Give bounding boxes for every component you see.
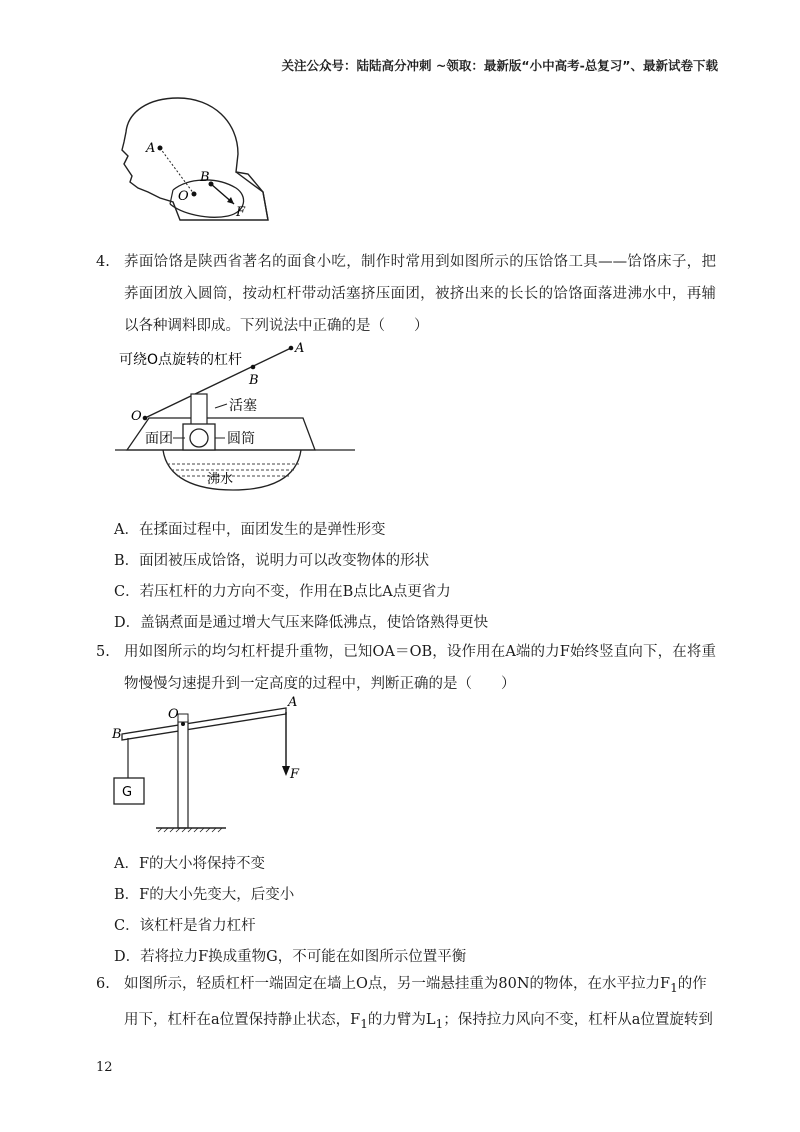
label-water: 沸水 <box>207 472 234 487</box>
label-B: B <box>200 170 210 185</box>
q5-number: 5. <box>96 644 110 660</box>
label-O: O <box>168 707 179 722</box>
label-O: O <box>178 189 189 204</box>
label-A: A <box>295 341 305 356</box>
label-F: F <box>236 205 246 220</box>
q4-option-a: A．在揉面过程中，面团发生的是弹性形变 <box>114 522 386 538</box>
label-B: B <box>112 727 122 742</box>
label-A: A <box>288 696 298 710</box>
figure-lever-weight <box>110 696 310 836</box>
label-B: B <box>249 373 259 388</box>
label-piston: 活塞 <box>229 398 257 414</box>
q6-text: 如图所示，轻质杠杆一端固定在墙上O点，另一端悬挂重为80N的物体，在水平拉力$F_1$的作 用下，杠杆在a位置保持静止状态，$F_1$的力臂为$L_1$；保持拉力风向不变，杠杆从a位置旋转到 <box>124 976 713 1031</box>
label-lever: 可绕O点旋转的杠杆 <box>119 352 243 368</box>
q5-option-c: C．该杠杆是省力杠杆 <box>114 918 256 934</box>
q6-number: 6. <box>96 976 110 992</box>
label-cylinder: 圆筒 <box>227 431 255 447</box>
q5-option-d: D．若将拉力F换成重物G，不可能在如图所示位置平衡 <box>114 949 467 965</box>
figure-noodle-press <box>115 338 355 498</box>
page-number: 12 <box>96 1060 113 1075</box>
q4-number: 4. <box>96 254 110 270</box>
q4-option-c: C．若压杠杆的力方向不变，作用在B点比A点更省力 <box>114 584 451 600</box>
page-header: 关注公众号：陆陆高分冲刺 ~领取：最新版“小中高考-总复习”、最新试卷下载 <box>281 58 718 73</box>
q5-option-a: A．F的大小将保持不变 <box>114 856 266 872</box>
label-G: G <box>122 785 133 800</box>
label-F: F <box>290 767 300 782</box>
q4-option-b: B．面团被压成饸饹，说明力可以改变物体的形状 <box>114 553 430 569</box>
q4-option-d: D．盖锅煮面是通过增大气压来降低沸点，使饸饹熟得更快 <box>114 615 489 631</box>
q4-text: 荞面饸饹是陕西省著名的面食小吃，制作时常用到如图所示的压饸饹工具——饸饹床子，把荞面团放入圆筒，按动杠杆带动活塞挤压面团，被挤出来的长长的饸饹面落进沸水中，再辅以各种调料即成。下列说法中正确的是（ ） <box>124 254 716 334</box>
label-O: O <box>131 409 142 424</box>
label-dough: 面团 <box>145 431 173 447</box>
figure-neck-lever <box>108 92 273 227</box>
q5-text: 用如图所示的均匀杠杆提升重物，已知OA＝OB，设作用在A端的力F始终竖直向下，在将重物慢慢匀速提升到一定高度的过程中，判断正确的是（ ） <box>124 644 716 692</box>
q5-option-b: B．F的大小先变大，后变小 <box>114 887 295 903</box>
label-A: A <box>146 141 156 156</box>
